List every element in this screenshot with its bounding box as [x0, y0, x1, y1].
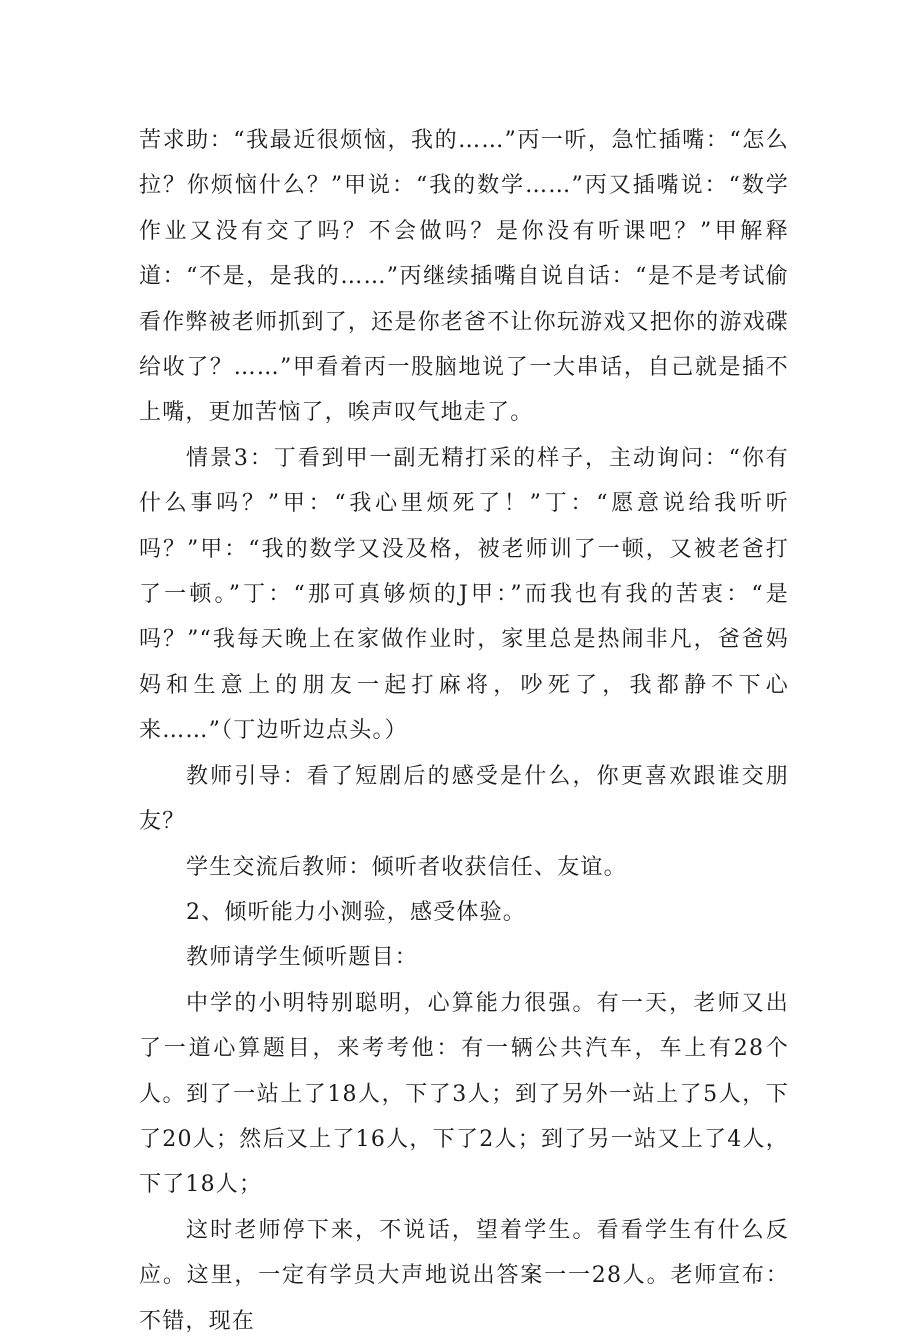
paragraph-teacher-pause: 这时老师停下来，不说话，望着学生。看看学生有什么反应。这里，一定有学员大声地说出答案一一28人。老师宣布：不错，现在	[139, 1217, 789, 1334]
paragraph-scene-3: 情景3：丁看到甲一副无精打采的样子，主动询问：“你有什么事吗？”甲：“我心里烦死了！”丁：“愿意说给我听听吗？”甲：“我的数学又没及格，被老师训了一顿，又被老爸打了一顿。”丁：“那可真够烦的J甲：”而我也有我的苦衷：“是吗？”“我每天晚上在家做作业时，家里总是热闹非凡，爸爸妈妈和生意上的朋友一起打麻将，吵死了，我都静不下心来……”（丁边听边点头。）	[139, 445, 790, 744]
paragraph-math-problem: 中学的小明特别聪明，心算能力很强。有一天，老师又出了一道心算题目，来考考他：有一辆公共汽车，车上有28个人。到了一站上了18人，下了3人；到了另外一站上了5人，下了20人；然后又上了16人，下了2人；到了另一站又上了4人，下了18人；	[139, 990, 789, 1198]
paragraph-student-exchange: 学生交流后教师：倾听者收获信任、友谊。	[186, 854, 627, 880]
paragraph-dialogue-scene-2: 苦求助：“我最近很烦恼，我的……”丙一听，急忙插嘴：“怎么拉？你烦恼什么？”甲说：“我的数学……”丙又插嘴说：“数学作业又没有交了吗？不会做吗？是你没有听课吧？”甲解释道：“不是，是我的……”丙继续插嘴自说自话：“是不是考试偷看作弊被老师抓到了，还是你老爸不让你玩游戏又把你的游戏碟给收了？……”甲看着丙一股脑地说了一大串话，自己就是插不上嘴，更加苦恼了，唉声叹气地走了。	[139, 128, 789, 426]
paragraph-teacher-request: 教师请学生倾听题目：	[186, 945, 419, 971]
paragraph-teacher-guide: 教师引导：看了短剧后的感受是什么，你更喜欢跟谁交朋友？	[139, 763, 789, 835]
paragraph-listening-test-heading: 2、倾听能力小测验，感受体验。	[186, 899, 526, 925]
body-text	[139, 118, 789, 1344]
